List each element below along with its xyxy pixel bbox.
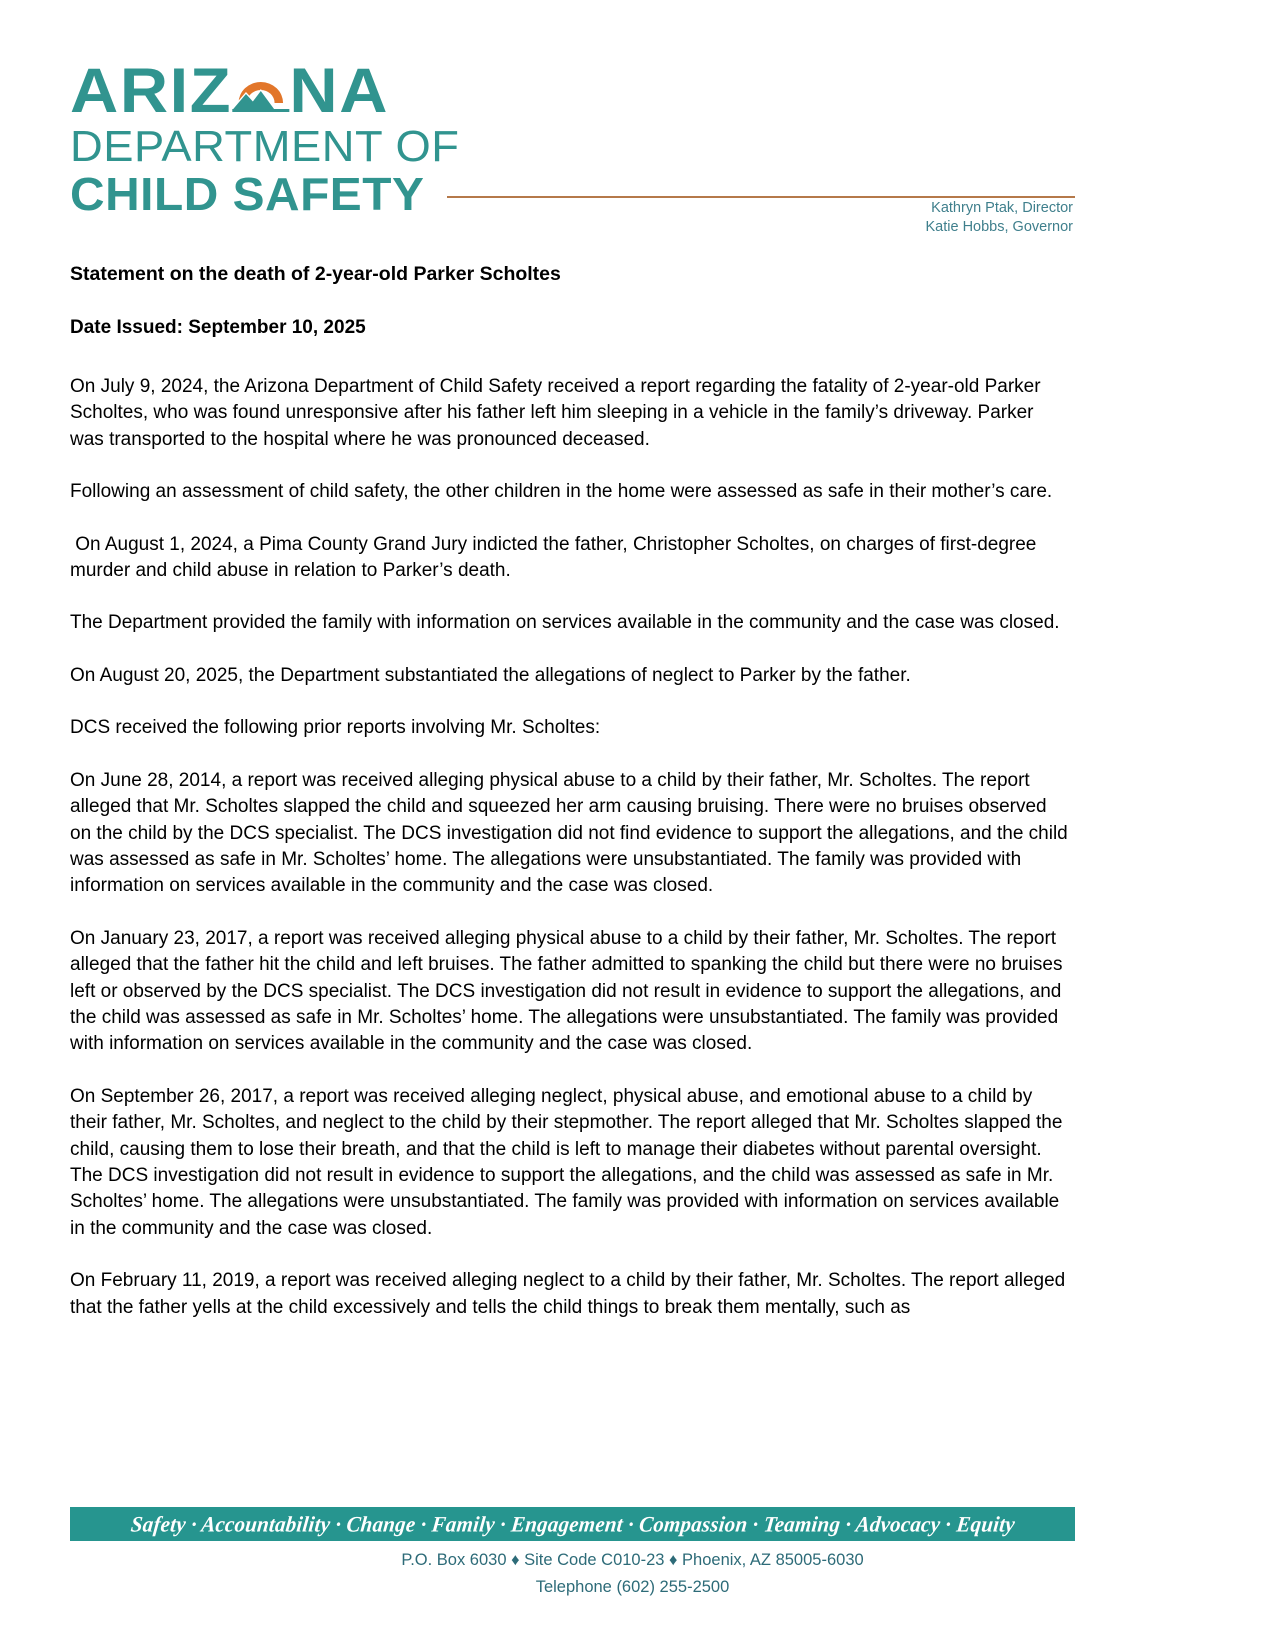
document-header [0, 0, 1265, 250]
values-banner [70, 1507, 1075, 1541]
logo-arizona-post: NA [289, 56, 390, 126]
header-divider-rule [447, 196, 1075, 198]
paragraph-services-case-closed: The Department provided the family with information on services available in the community and the case was closed. [70, 612, 1060, 634]
paragraph-prior-report-2019: On February 11, 2019, a report was received alleging neglect to a child by their father, Mr. Scholtes. The report alleged that the father yells at the child excessively and tells the child things to break them mentally, such as [70, 1270, 1071, 1318]
az-dcs-logo [70, 56, 540, 221]
sunset-mountain-icon [232, 62, 289, 108]
officials-block [926, 199, 1074, 236]
paragraph-prior-report-jan-2017: On January 23, 2017, a report was received alleging physical abuse to a child by their father, Mr. Scholtes. The report alleged that the father hit the child and left bruises. The father admitted to spanking the child but there were no bruises left or observed by the DCS specialist. The DCS investigation did not result in evidence to support the allegations, and the child was assessed as safe in Mr. Scholtes’ home. The allegations were unsubstantiated. The family was provided with information on services available in the community and the case was closed. [70, 927, 1068, 1055]
logo-wordmark-arizona [70, 56, 568, 126]
footer-contact-block [0, 1547, 1265, 1601]
document-body [70, 262, 1072, 1347]
footer-telephone: Telephone (602) 255-2500 [535, 1578, 730, 1597]
director-name: Kathryn Ptak, Director [931, 200, 1073, 216]
logo-line-department-of: DEPARTMENT OF [70, 121, 460, 171]
paragraph-substantiated-neglect: On August 20, 2025, the Department substantiated the allegations of neglect to Parker by the father. [70, 664, 911, 686]
page-title: Statement on the death of 2-year-old Parker Scholtes [70, 263, 561, 285]
footer-address: P.O. Box 6030 ♦ Site Code C010-23 ♦ Phoenix, AZ 85005-6030 [401, 1551, 864, 1569]
paragraph-prior-report-sep-2017: On September 26, 2017, a report was received alleging neglect, physical abuse, and emotional abuse to a child by their father, Mr. Scholtes, and neglect to the child by their stepmother. The report alleged that Mr. Scholtes slapped the child, causing them to lose their breath, and that the child is left to manage their diabetes without parental oversight. The DCS investigation did not result in evidence to support the allegations, and the child was assessed as safe in Mr. Scholtes’ home. The allegations were unsubstantiated. The family was provided with information on services available in the community and the case was closed. [70, 1085, 1068, 1239]
logo-line-child-safety: CHILD SAFETY [70, 168, 425, 221]
paragraph-prior-report-2014: On June 28, 2014, a report was received alleging physical abuse to a child by their father, Mr. Scholtes. The report alleged that Mr. Scholtes slapped the child and squeezed her arm causing bruising. There were no bruises observed on the child by the DCS specialist. The DCS investigation did not find evidence to support the allegations, and the child was assessed as safe in Mr. Scholtes’ home. The allegations were unsubstantiated. The family was provided with information on services available in the community and the case was closed. [70, 769, 1074, 897]
values-banner-text: Safety · Accountability · Change · Family · Engagement · Compassion · Teaming · Advocacy · Equity [129, 1510, 1016, 1537]
governor-name: Katie Hobbs, Governor [925, 218, 1073, 235]
paragraph-july-2024-report: On July 9, 2024, the Arizona Department of Child Safety received a report regarding the fatality of 2-year-old Parker Scholtes, who was found unresponsive after his father left him sleeping in a vehicle in the family’s driveway. Parker was transported to the hospital where he was pronounced deceased. [70, 376, 1046, 450]
date-issued: Date Issued: September 10, 2025 [70, 317, 366, 339]
paragraph-child-safety-assessment: Following an assessment of child safety, the other children in the home were assessed as safe in their mother’s care. [70, 481, 1053, 503]
paragraph-prior-reports-intro: DCS received the following prior reports involving Mr. Scholtes: [70, 717, 601, 739]
logo-arizona-pre: ARIZ [70, 56, 233, 126]
paragraph-grand-jury-indictment: On August 1, 2024, a Pima County Grand Jury indicted the father, Christopher Scholtes, on charges of first-degree murder and child abuse in relation to Parker’s death. [70, 533, 1042, 582]
document-footer [0, 1507, 1265, 1637]
